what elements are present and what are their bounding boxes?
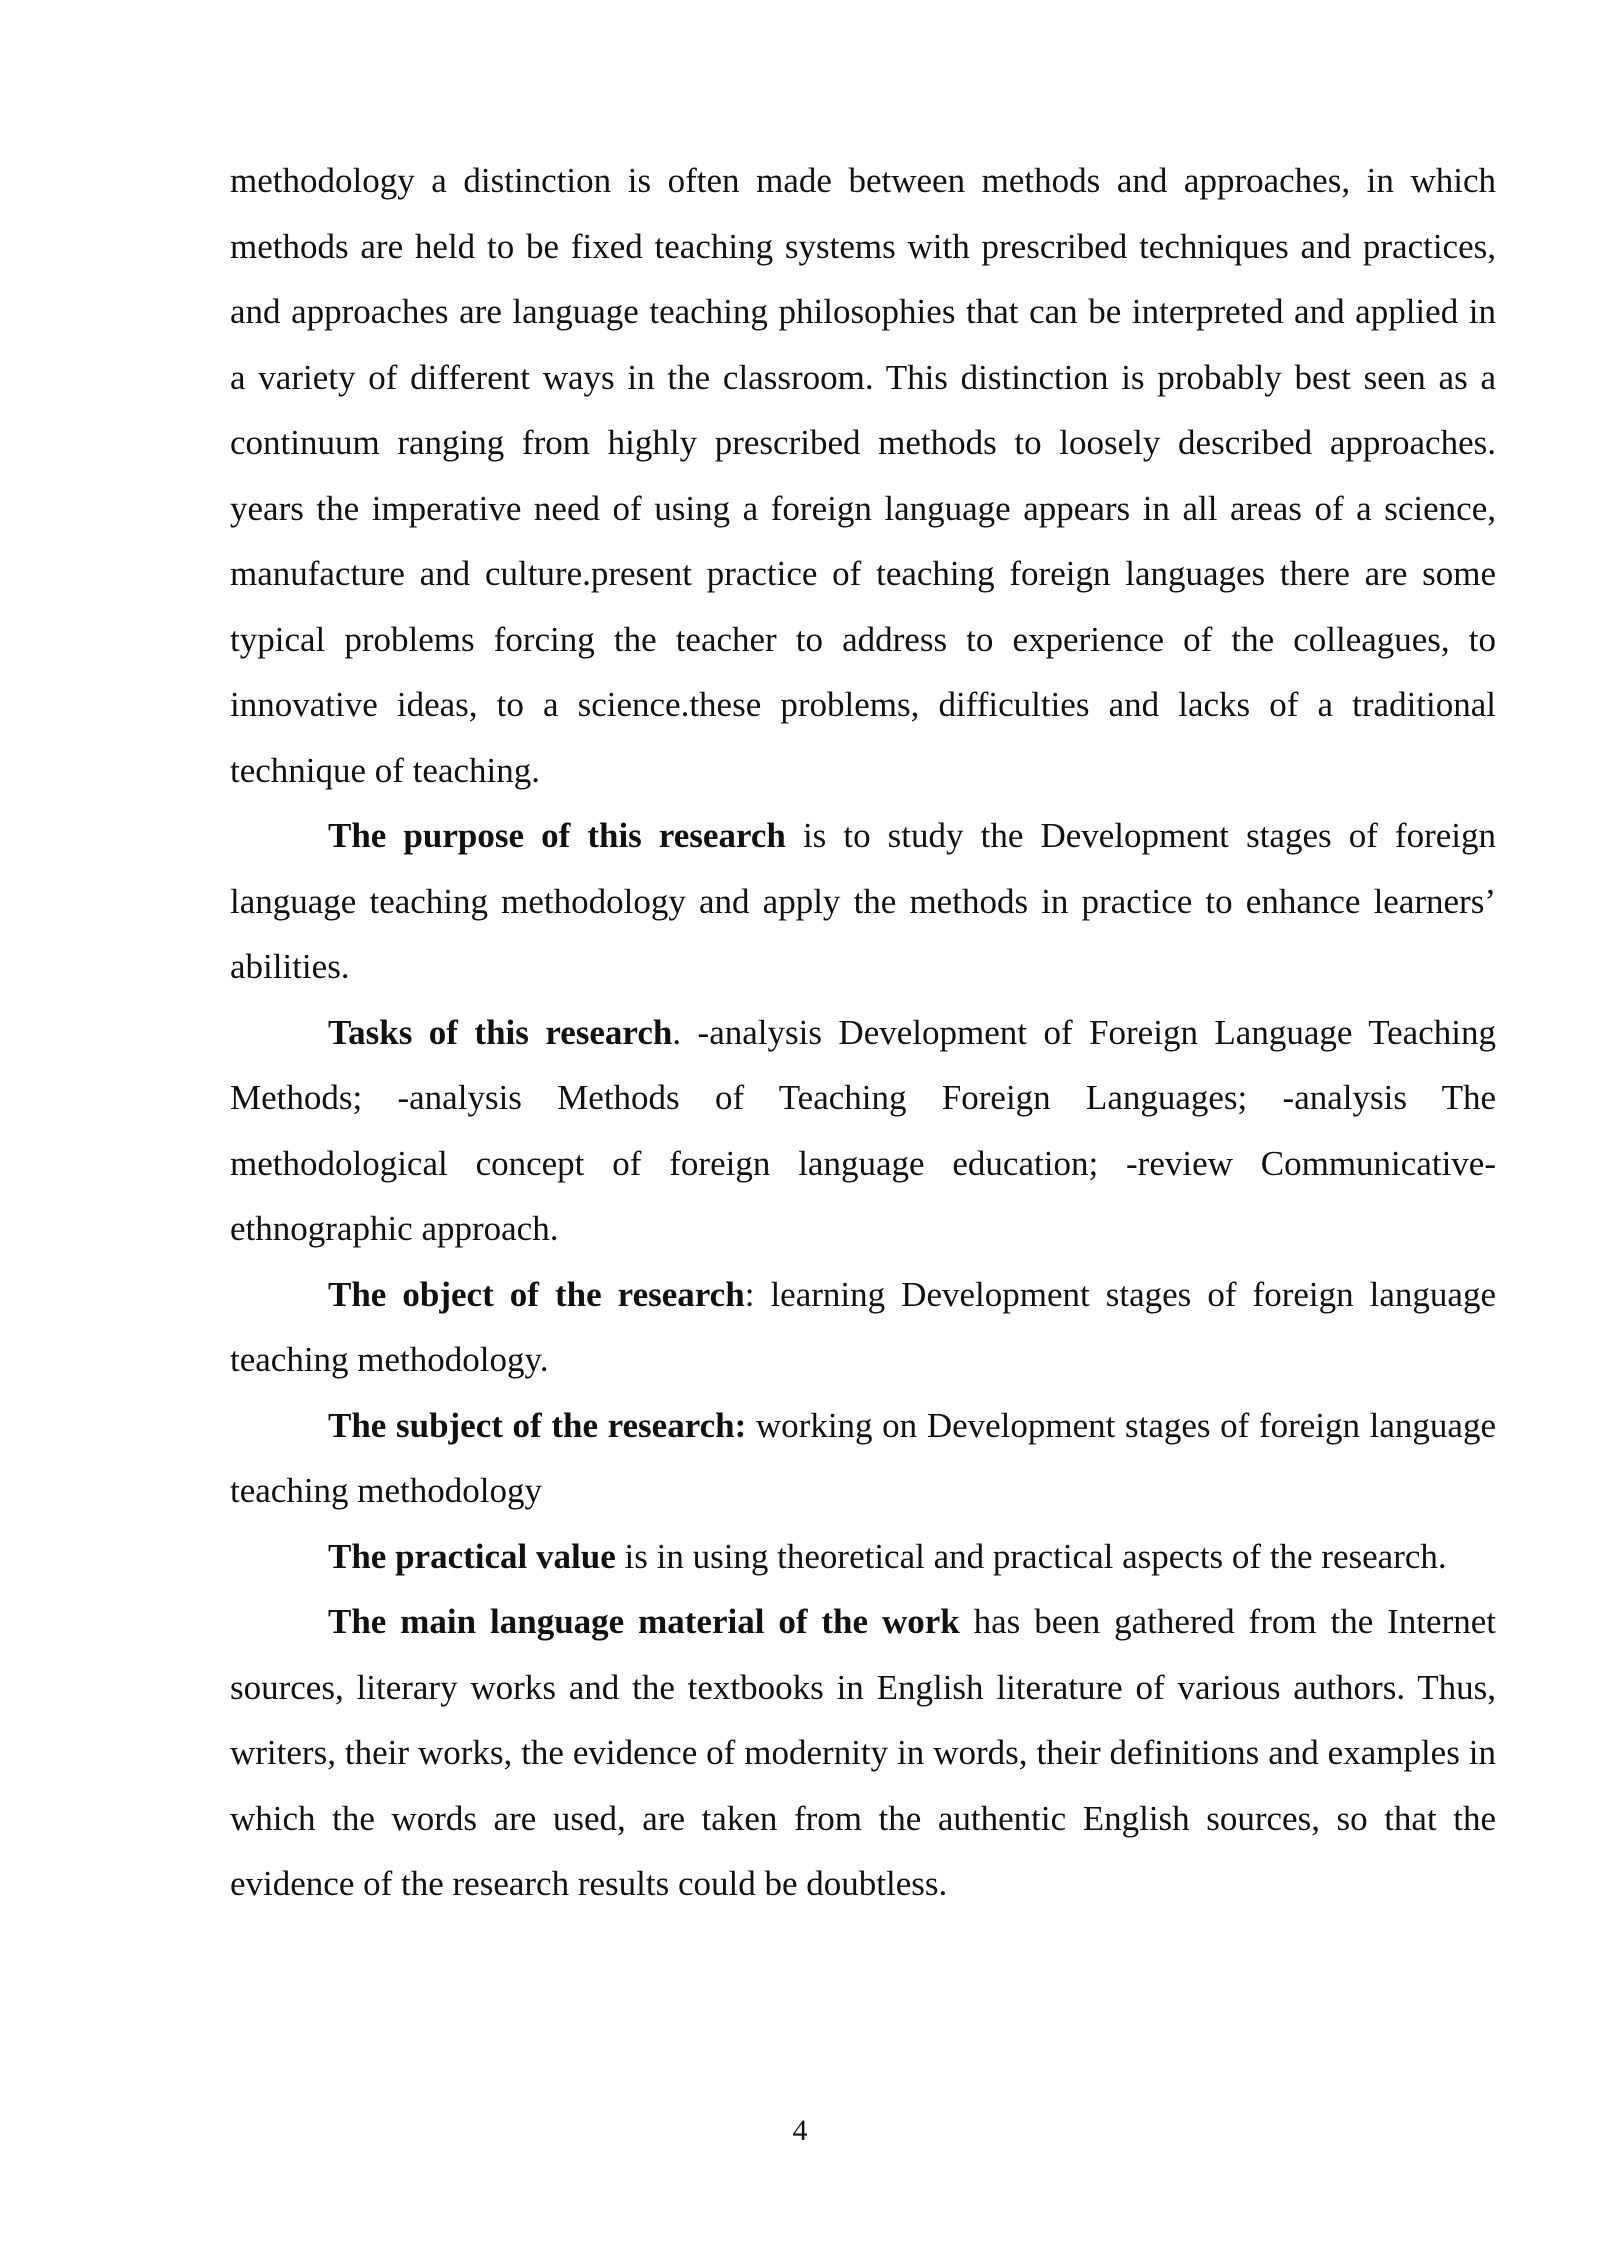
paragraph-subject: [230, 1393, 1496, 1524]
paragraph-lead: The main language material of the work: [328, 1602, 960, 1641]
paragraph-text: : learning Development stages of foreign language teaching methodology.: [230, 1274, 1496, 1379]
paragraph-language-material: [230, 1589, 1496, 1917]
paragraph-lead: The subject of the research:: [328, 1405, 747, 1445]
paragraph-object: [230, 1262, 1496, 1393]
paragraph-text: working on Development stages of foreign language teaching methodology: [230, 1405, 1496, 1510]
paragraph-lead: Tasks of this research: [328, 1012, 673, 1052]
paragraph-intro-continuation: [230, 148, 1496, 803]
paragraph-lead: The practical value: [328, 1536, 616, 1576]
paragraph-text: has been gathered from the Internet sources, literary works and the textbooks in English literature of various authors. Thus, writers, their works, the evidence of modernity in words, their definitions and examples in which the words are used, are taken from the authentic English sources, so that the evidence of the research results could be doubtless.: [230, 1602, 1496, 1903]
page-number: 4: [792, 2114, 808, 2147]
paragraph-text: is to study the Development stages of foreign language teaching methodology and apply the methods in practice to enhance learners’ abilities.: [230, 816, 1497, 986]
document-body: [230, 148, 1496, 1917]
paragraph-lead: The object of the research: [328, 1274, 745, 1314]
paragraph-tasks: [230, 1000, 1496, 1262]
paragraph-text: . -analysis Development of Foreign Language Teaching Methods; -analysis Methods of Teaching Foreign Languages; -analysis The methodological concept of foreign language education; -review Communicative-ethnographic approach.: [230, 1012, 1496, 1248]
paragraph-text: is in using theoretical and practical aspects of the research.: [615, 1536, 1447, 1576]
paragraph-purpose: [230, 803, 1496, 1000]
paragraph-text: methodology a distinction is often made between methods and approaches, in which methods are held to be fixed teaching systems with prescribed techniques and practices, and approaches are language teaching philosophies that can be interpreted and applied in a variety of different ways in the classroom. This distinction is probably best seen as a continuum ranging from highly prescribed methods to loosely described approaches. years the imperative need of using a foreign language appears in all areas of a science, manufacture and culture.present practice of teaching foreign languages there are some typical problems forcing the teacher to address to experience of the colleagues, to innovative ideas, to a science.these problems, difficulties and lacks of a traditional technique of teaching.: [230, 161, 1496, 790]
paragraph-practical-value: [230, 1524, 1496, 1590]
paragraph-lead: The purpose of this research: [328, 816, 786, 855]
